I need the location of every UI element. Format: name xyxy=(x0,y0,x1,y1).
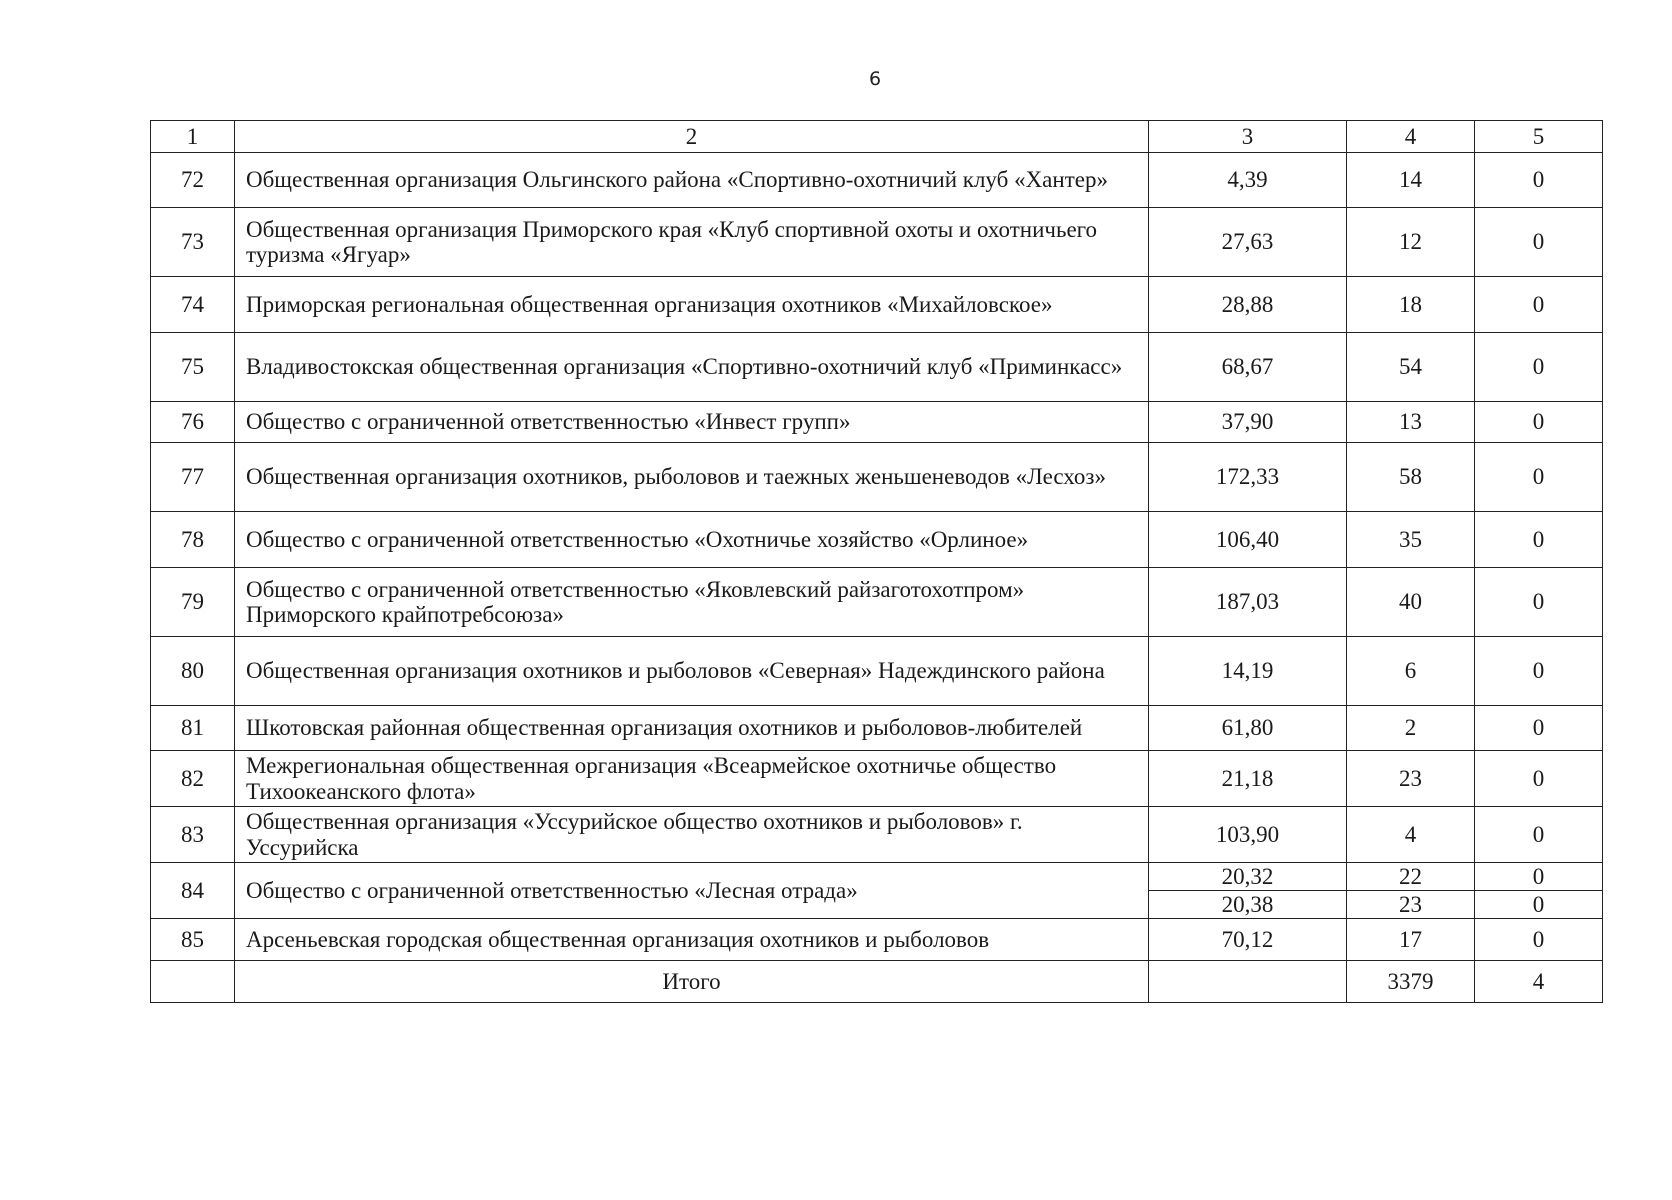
header-col-1: 1 xyxy=(151,121,235,153)
area-value: 61,80 xyxy=(1149,706,1347,751)
col5-value: 0 xyxy=(1475,807,1603,863)
table-row xyxy=(151,751,1603,807)
count-value: 23 xyxy=(1347,891,1475,919)
area-value: 14,19 xyxy=(1149,637,1347,706)
col5-value: 0 xyxy=(1475,277,1603,333)
row-number: 80 xyxy=(151,637,235,706)
row-number: 84 xyxy=(151,863,235,919)
area-value: 68,67 xyxy=(1149,333,1347,402)
table-row xyxy=(151,512,1603,568)
total-empty-cell xyxy=(151,961,235,1003)
count-value: 12 xyxy=(1347,208,1475,277)
row-number: 83 xyxy=(151,807,235,863)
organization-name: Арсеньевская городская общественная организация охотников и рыболовов xyxy=(235,919,1149,961)
col5-value: 0 xyxy=(1475,637,1603,706)
organization-name: Общество с ограниченной ответственностью «Инвест групп» xyxy=(235,402,1149,443)
organization-name: Общество с ограниченной ответственностью «Охотничье хозяйство «Орлиное» xyxy=(235,512,1149,568)
row-number: 79 xyxy=(151,568,235,637)
area-value: 21,18 xyxy=(1149,751,1347,807)
table-row xyxy=(151,333,1603,402)
count-value: 17 xyxy=(1347,919,1475,961)
header-row xyxy=(151,121,1603,153)
organization-name: Общество с ограниченной ответственностью «Лесная отрада» xyxy=(235,863,1149,919)
table-row xyxy=(151,706,1603,751)
row-number: 76 xyxy=(151,402,235,443)
count-value: 40 xyxy=(1347,568,1475,637)
col5-value: 0 xyxy=(1475,751,1603,807)
row-number: 85 xyxy=(151,919,235,961)
header-col-5: 5 xyxy=(1475,121,1603,153)
total-row xyxy=(151,961,1603,1003)
col5-value: 0 xyxy=(1475,706,1603,751)
count-value: 22 xyxy=(1347,863,1475,891)
page-number: 6 xyxy=(868,68,882,90)
count-value: 23 xyxy=(1347,751,1475,807)
row-number: 78 xyxy=(151,512,235,568)
table-row xyxy=(151,208,1603,277)
count-value: 6 xyxy=(1347,637,1475,706)
table-row xyxy=(151,637,1603,706)
count-value: 18 xyxy=(1347,277,1475,333)
organization-name: Общественная организация Приморского края «Клуб спортивной охоты и охотничьего туризма «Ягуар» xyxy=(235,208,1149,277)
count-value: 54 xyxy=(1347,333,1475,402)
area-value: 37,90 xyxy=(1149,402,1347,443)
area-value: 20,32 xyxy=(1149,863,1347,891)
organization-name: Шкотовская районная общественная организация охотников и рыболовов-любителей xyxy=(235,706,1149,751)
table-row xyxy=(151,153,1603,208)
row-number: 81 xyxy=(151,706,235,751)
count-value: 14 xyxy=(1347,153,1475,208)
table-row xyxy=(151,863,1603,891)
area-value: 103,90 xyxy=(1149,807,1347,863)
table-row xyxy=(151,919,1603,961)
table-row xyxy=(151,807,1603,863)
col5-value: 0 xyxy=(1475,919,1603,961)
count-value: 35 xyxy=(1347,512,1475,568)
col5-value: 0 xyxy=(1475,208,1603,277)
organization-name: Приморская региональная общественная организация охотников «Михайловское» xyxy=(235,277,1149,333)
document-table xyxy=(150,120,1603,1003)
count-value: 58 xyxy=(1347,443,1475,512)
header-col-3: 3 xyxy=(1149,121,1347,153)
col5-value: 0 xyxy=(1475,402,1603,443)
table-row xyxy=(151,443,1603,512)
total-label: Итого xyxy=(235,961,1149,1003)
table-body xyxy=(151,121,1603,1003)
table-row xyxy=(151,568,1603,637)
count-value: 13 xyxy=(1347,402,1475,443)
total-col5: 4 xyxy=(1475,961,1603,1003)
area-value: 27,63 xyxy=(1149,208,1347,277)
col5-value: 0 xyxy=(1475,333,1603,402)
row-number: 77 xyxy=(151,443,235,512)
header-col-2: 2 xyxy=(235,121,1149,153)
organization-name: Владивостокская общественная организация «Спортивно-охотничий клуб «Приминкасс» xyxy=(235,333,1149,402)
area-value: 187,03 xyxy=(1149,568,1347,637)
total-count: 3379 xyxy=(1347,961,1475,1003)
header-col-4: 4 xyxy=(1347,121,1475,153)
col5-value: 0 xyxy=(1475,863,1603,891)
row-number: 82 xyxy=(151,751,235,807)
col5-value: 0 xyxy=(1475,443,1603,512)
organization-name: Общественная организация «Уссурийское общество охотников и рыболовов» г. Уссурийска xyxy=(235,807,1149,863)
organization-name: Общественная организация Ольгинского района «Спортивно-охотничий клуб «Хантер» xyxy=(235,153,1149,208)
row-number: 72 xyxy=(151,153,235,208)
organization-name: Общество с ограниченной ответственностью «Яковлевский райзаготохотпром» Приморского крайпотребсоюза» xyxy=(235,568,1149,637)
row-number: 74 xyxy=(151,277,235,333)
table-row xyxy=(151,402,1603,443)
area-value: 70,12 xyxy=(1149,919,1347,961)
organization-name: Общественная организация охотников, рыболовов и таежных женьшеневодов «Лесхоз» xyxy=(235,443,1149,512)
area-value: 106,40 xyxy=(1149,512,1347,568)
area-value: 172,33 xyxy=(1149,443,1347,512)
count-value: 4 xyxy=(1347,807,1475,863)
area-value: 28,88 xyxy=(1149,277,1347,333)
area-value: 20,38 xyxy=(1149,891,1347,919)
table-row xyxy=(151,277,1603,333)
col5-value: 0 xyxy=(1475,568,1603,637)
col5-value: 0 xyxy=(1475,512,1603,568)
total-area xyxy=(1149,961,1347,1003)
row-number: 73 xyxy=(151,208,235,277)
organization-name: Межрегиональная общественная организация «Всеармейское охотничье общество Тихоокеанского флота» xyxy=(235,751,1149,807)
area-value: 4,39 xyxy=(1149,153,1347,208)
col5-value: 0 xyxy=(1475,891,1603,919)
row-number: 75 xyxy=(151,333,235,402)
organization-name: Общественная организация охотников и рыболовов «Северная» Надеждинского района xyxy=(235,637,1149,706)
count-value: 2 xyxy=(1347,706,1475,751)
col5-value: 0 xyxy=(1475,153,1603,208)
